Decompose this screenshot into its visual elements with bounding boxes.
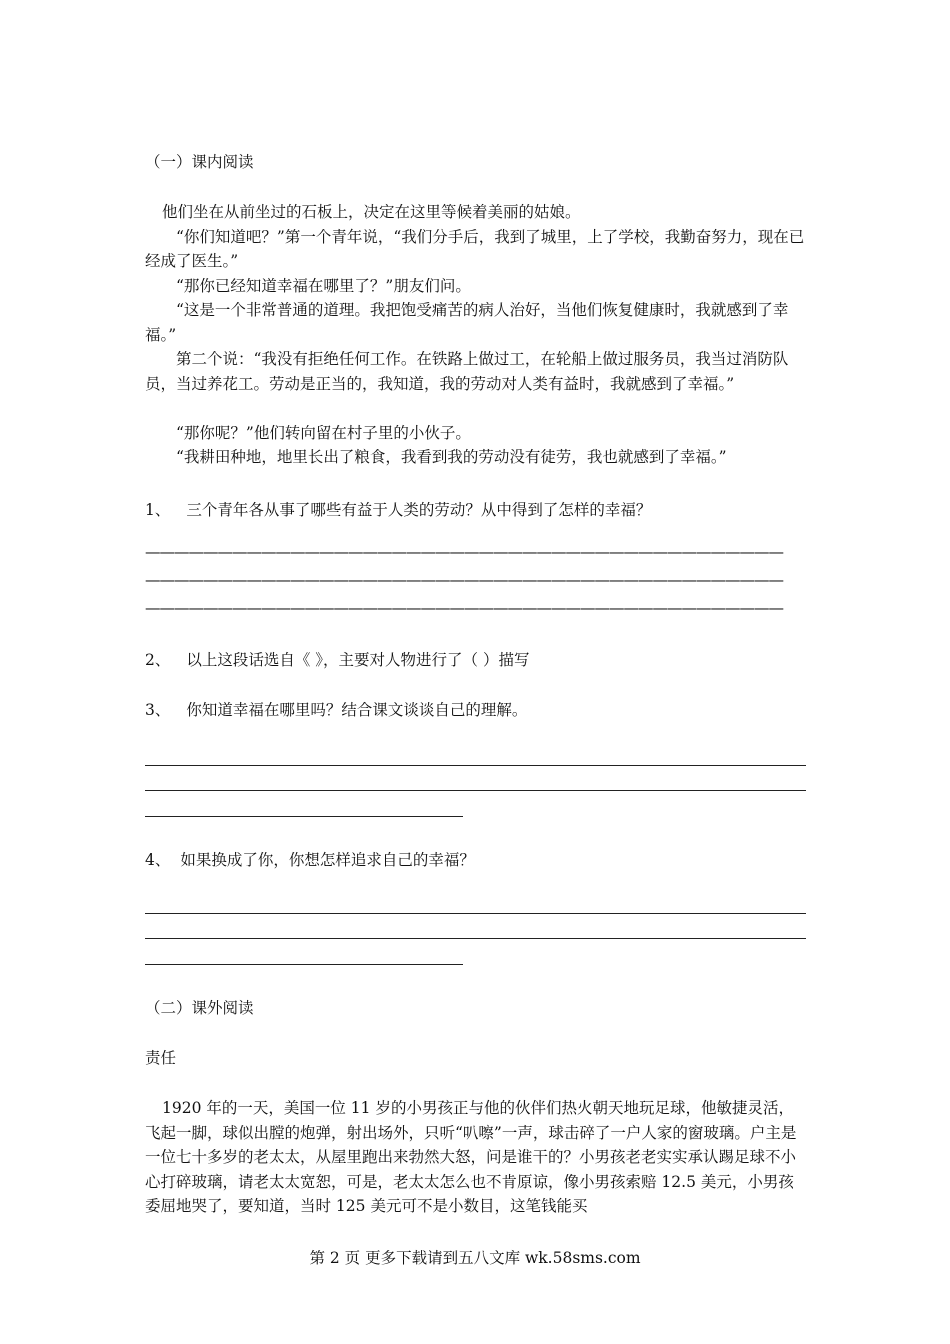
- answer-line-q3-2[interactable]: [145, 790, 806, 791]
- paragraph-7: “我耕田种地，地里长出了粮食，我看到我的劳动没有徒劳，我也就感到了幸福。”: [176, 448, 727, 466]
- question-number: 2、: [145, 651, 171, 669]
- answer-line-q4-2[interactable]: [145, 938, 806, 939]
- paragraph-3: “那你已经知道幸福在哪里了？”朋友们问。: [176, 276, 471, 295]
- question-number: 4、: [145, 851, 171, 869]
- question-4: [145, 848, 807, 872]
- question-number: 1、: [145, 501, 171, 519]
- question-number: 3、: [145, 701, 171, 719]
- answer-line-q3-1[interactable]: [145, 765, 806, 766]
- paragraph-5: 第二个说：“我没有拒绝任何工作。在铁路上做过工，在轮船上做过服务员，我当过消防队员，当过养花工。劳动是正当的，我知道，我的劳动对人类有益时，我就感到了幸福。”: [145, 350, 789, 393]
- paragraph-4: “这是一个非常普通的道理。我把饱受痛苦的病人治好，当他们恢复健康时，我就感到了幸福。”: [145, 301, 789, 344]
- answer-line-q4-3[interactable]: [145, 964, 463, 965]
- story-title: 责任: [145, 1049, 177, 1067]
- answer-dash-line-1[interactable]: ————————————————————————————————————————————: [145, 543, 783, 561]
- question-2: [145, 648, 807, 672]
- section1-heading: （一）课内阅读: [145, 153, 254, 171]
- answer-line-q4-1[interactable]: [145, 913, 806, 914]
- question-3: [145, 698, 807, 722]
- question-text: 你知道幸福在哪里吗？结合课文谈谈自己的理解。: [186, 701, 528, 719]
- answer-dash-line-2[interactable]: ————————————————————————————————————————————: [145, 571, 783, 589]
- paragraph-6: “那你呢？”他们转向留在村子里的小伙子。: [176, 423, 471, 442]
- section2-heading: （二）课外阅读: [145, 999, 254, 1017]
- paragraph-1: 他们坐在从前坐过的石板上，决定在这里等候着美丽的姑娘。: [162, 203, 581, 221]
- answer-dash-line-3[interactable]: ————————————————————————————————————————————: [145, 599, 783, 617]
- question-1: [145, 498, 807, 522]
- story-paragraph: 1920 年的一天，美国一位 11 岁的小男孩正与他的伙伴们热火朝天地玩足球，他敏捷灵活，飞起一脚，球似出膛的炮弹，射出场外，只听“叭嚓”一声，球击碎了一户人家的窗玻璃。户主是一位七十多岁的老太太，从屋里跑出来勃然大怒，问是谁干的？小男孩老老实实承认踢足球不小心打碎玻璃，请老太太宽恕，可是，老太太怎么也不肯原谅，像小男孩索赔 12.5 美元，小男孩委屈地哭了，要知道，当时 125 美元可不是小数目，这笔钱能买: [145, 1099, 797, 1215]
- question-text: 如果换成了你，你想怎样追求自己的幸福？: [180, 851, 475, 869]
- question-text: 三个青年各从事了哪些有益于人类的劳动？从中得到了怎样的幸福？: [186, 501, 652, 519]
- answer-line-q3-3[interactable]: [145, 816, 463, 817]
- page-footer: 第 2 页 更多下载请到五八文库 wk.58sms.com: [309, 1249, 641, 1267]
- question-text: 以上这段话选自《 》，主要对人物进行了（ ）描写: [186, 651, 530, 669]
- paragraph-2: “你们知道吧？”第一个青年说，“我们分手后，我到了城里，上了学校，我勤奋努力，现在已经成了医生。”: [145, 227, 805, 270]
